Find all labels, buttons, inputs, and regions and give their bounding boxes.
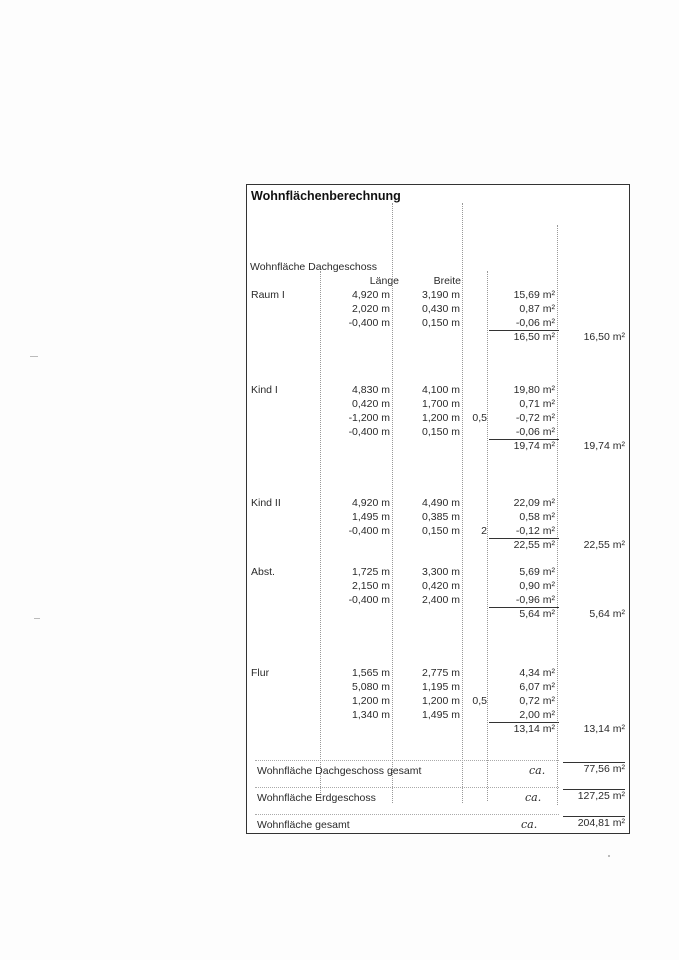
ca-handwritten-mark: ca. — [525, 791, 542, 804]
area-cell: -0,96 m² — [515, 594, 555, 606]
room-subtotal: 22,55 m² — [513, 539, 555, 551]
room-subtotal: 19,74 m² — [513, 440, 555, 452]
laenge-cell: -0,400 m — [348, 317, 390, 329]
laenge-cell: 4,920 m — [352, 289, 390, 301]
room-total: 13,14 m² — [583, 723, 625, 735]
area-cell: -0,12 m² — [515, 525, 555, 537]
breite-cell: 0,150 m — [422, 426, 460, 438]
area-cell: 5,69 m² — [519, 566, 555, 578]
breite-cell: 0,385 m — [422, 511, 460, 523]
room-name: Kind II — [251, 497, 281, 509]
area-cell: 0,58 m² — [519, 511, 555, 523]
scan-speck — [30, 356, 38, 357]
room-name: Raum I — [251, 289, 285, 301]
room-name: Kind I — [251, 384, 278, 396]
area-cell: 0,71 m² — [519, 398, 555, 410]
breite-cell: 1,200 m — [422, 412, 460, 424]
scan-speck — [608, 855, 610, 857]
total-row-rule — [255, 787, 559, 788]
breite-cell: 1,195 m — [422, 681, 460, 693]
room-total: 19,74 m² — [583, 440, 625, 452]
area-cell: 15,69 m² — [513, 289, 555, 301]
laenge-cell: 2,150 m — [352, 580, 390, 592]
room-total: 16,50 m² — [583, 331, 625, 343]
total-value: 77,56 m² — [583, 763, 625, 775]
room-name: Flur — [251, 667, 270, 679]
total-row-rule — [255, 760, 559, 761]
room-total: 5,64 m² — [589, 608, 625, 620]
column-guide — [320, 271, 321, 801]
laenge-cell: 5,080 m — [352, 681, 390, 693]
area-cell: -0,72 m² — [515, 412, 555, 424]
area-cell: 19,80 m² — [513, 384, 555, 396]
area-cell: 0,90 m² — [519, 580, 555, 592]
laenge-cell: 1,200 m — [352, 695, 390, 707]
area-cell: -0,06 m² — [515, 317, 555, 329]
room-subtotal: 16,50 m² — [513, 331, 555, 343]
column-guide — [462, 203, 463, 803]
breite-cell: 0,150 m — [422, 317, 460, 329]
factor-cell: 2 — [481, 525, 487, 537]
laenge-cell: -1,200 m — [348, 412, 390, 424]
laenge-cell: 4,830 m — [352, 384, 390, 396]
room-total: 22,55 m² — [583, 539, 625, 551]
column-guide — [557, 225, 558, 805]
area-cell: 6,07 m² — [519, 681, 555, 693]
room-subtotal: 13,14 m² — [513, 723, 555, 735]
ca-handwritten-mark: ca. — [521, 818, 538, 831]
sheet-title: Wohnflächenberechnung — [251, 189, 401, 203]
factor-cell: 0,5 — [472, 695, 487, 707]
area-calculation-sheet — [246, 184, 630, 834]
total-value: 127,25 m² — [577, 790, 625, 802]
area-cell: 2,00 m² — [519, 709, 555, 721]
total-value: 204,81 m² — [577, 817, 625, 829]
breite-cell: 1,700 m — [422, 398, 460, 410]
laenge-cell: -0,400 m — [348, 594, 390, 606]
total-label: Wohnfläche Erdgeschoss — [257, 792, 376, 804]
laenge-cell: -0,400 m — [348, 525, 390, 537]
breite-cell: 3,190 m — [422, 289, 460, 301]
breite-cell: 1,200 m — [422, 695, 460, 707]
laenge-cell: -0,400 m — [348, 426, 390, 438]
area-cell: -0,06 m² — [515, 426, 555, 438]
column-header-breite: Breite — [433, 275, 461, 287]
area-cell: 0,87 m² — [519, 303, 555, 315]
area-cell: 22,09 m² — [513, 497, 555, 509]
laenge-cell: 4,920 m — [352, 497, 390, 509]
scan-speck — [34, 618, 40, 619]
breite-cell: 3,300 m — [422, 566, 460, 578]
breite-cell: 0,150 m — [422, 525, 460, 537]
factor-cell: 0,5 — [472, 412, 487, 424]
laenge-cell: 1,725 m — [352, 566, 390, 578]
column-header-laenge: Länge — [369, 275, 399, 287]
breite-cell: 1,495 m — [422, 709, 460, 721]
breite-cell: 4,490 m — [422, 497, 460, 509]
room-subtotal: 5,64 m² — [519, 608, 555, 620]
breite-cell: 2,775 m — [422, 667, 460, 679]
total-label: Wohnfläche gesamt — [257, 819, 350, 831]
laenge-cell: 1,565 m — [352, 667, 390, 679]
section-title: Wohnfläche Dachgeschoss — [250, 261, 378, 273]
breite-cell: 4,100 m — [422, 384, 460, 396]
laenge-cell: 1,495 m — [352, 511, 390, 523]
total-row-rule — [255, 814, 559, 815]
area-cell: 4,34 m² — [519, 667, 555, 679]
breite-cell: 0,420 m — [422, 580, 460, 592]
total-label: Wohnfläche Dachgeschoss gesamt — [257, 765, 422, 777]
area-cell: 0,72 m² — [519, 695, 555, 707]
ca-handwritten-mark: ca. — [529, 764, 546, 777]
column-guide — [392, 203, 393, 803]
laenge-cell: 0,420 m — [352, 398, 390, 410]
room-name: Abst. — [251, 566, 275, 578]
laenge-cell: 2,020 m — [352, 303, 390, 315]
laenge-cell: 1,340 m — [352, 709, 390, 721]
breite-cell: 2,400 m — [422, 594, 460, 606]
breite-cell: 0,430 m — [422, 303, 460, 315]
